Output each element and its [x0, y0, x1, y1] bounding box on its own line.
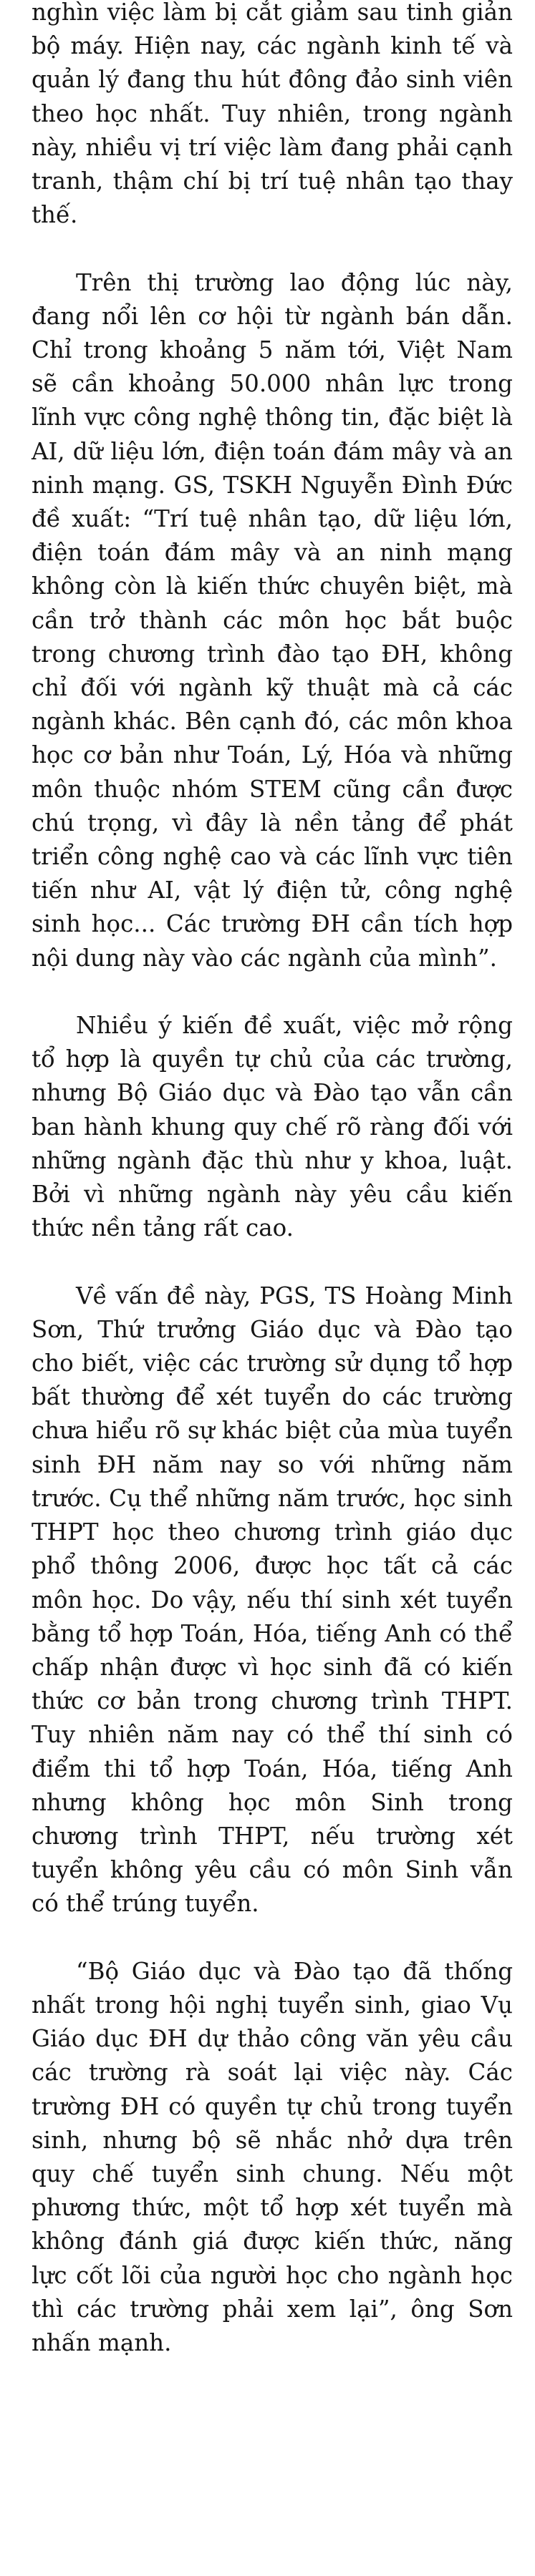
- paragraph-semiconductor-opportunity: Trên thị trường lao động lúc này, đang nổi lên cơ hội từ ngành bán dẫn. Chỉ trong khoảng 5 năm tới, Việt Nam sẽ cần khoảng 50.000 nhân lực trong lĩnh vực công nghệ thông tin, đặc biệt là AI, dữ liệu lớn, điện toán đám mây và an ninh mạng. GS, TSKH Nguyễn Đình Đức đề xuất: “Trí tuệ nhân tạo, dữ liệu lớn, điện toán đám mây và an ninh mạng không còn là kiến thức chuyên biệt, mà cần trở thành các môn học bắt buộc trong chương trình đào tạo ĐH, không chỉ đối với ngành kỹ thuật mà cả các ngành khác. Bên cạnh đó, các môn khoa học cơ bản như Toán, Lý, Hóa và những môn thuộc nhóm STEM cũng cần được chú trọng, vì đây là nền tảng để phát triển công nghệ cao và các lĩnh vực tiên tiến như AI, vật lý điện tử, công nghệ sinh học... Các trường ĐH cần tích hợp nội dung này vào các ngành của mình”.: [32, 268, 513, 972]
- paragraph-intro-continuation: nghìn việc làm bị cắt giảm sau tinh giản bộ máy. Hiện nay, các ngành kinh tế và quản lý đang thu hút đông đảo sinh viên theo học nhất. Tuy nhiên, trong ngành này, nhiều vị trí việc làm đang phải cạnh tranh, thậm chí bị trí tuệ nhân tạo thay thế.: [32, 0, 513, 229]
- paragraph-deputy-minister-explanation: Về vấn đề này, PGS, TS Hoàng Minh Sơn, Thứ trưởng Giáo dục và Đào tạo cho biết, việc các trường sử dụng tổ hợp bất thường để xét tuyển do các trường chưa hiểu rõ sự khác biệt của mùa tuyển sinh ĐH năm nay so với những năm trước. Cụ thể những năm trước, học sinh THPT học theo chương trình giáo dục phổ thông 2006, được học tất cả các môn học. Do vậy, nếu thí sinh xét tuyển bằng tổ hợp Toán, Hóa, tiếng Anh có thể chấp nhận được vì học sinh đã có kiến thức cơ bản trong chương trình THPT. Tuy nhiên năm nay có thể thí sinh có điểm thi tổ hợp Toán, Hóa, tiếng Anh nhưng không học môn Sinh trong chương trình THPT, nếu trường xét tuyển không yêu cầu có môn Sinh vẫn có thể trúng tuyển.: [32, 1282, 513, 1918]
- paragraph-admission-framework: Nhiều ý kiến đề xuất, việc mở rộng tổ hợp là quyền tự chủ của các trường, nhưng Bộ Giáo dục và Đào tạo vẫn cần ban hành khung quy chế rõ ràng đối với những ngành đặc thù như y khoa, luật. Bởi vì những ngành này yêu cầu kiến thức nền tảng rất cao.: [32, 1012, 513, 1242]
- paragraph-ministry-quote: “Bộ Giáo dục và Đào tạo đã thống nhất trong hội nghị tuyển sinh, giao Vụ Giáo dục ĐH dự thảo công văn yêu cầu các trường rà soát lại việc này. Các trường ĐH có quyền tự chủ trong tuyển sinh, nhưng bộ sẽ nhắc nhở dựa trên quy chế tuyển sinh chung. Nếu một phương thức, một tổ hợp xét tuyển mà không đánh giá được kiến thức, năng lực cốt lõi của người học cho ngành học thì các trường phải xem lại”, ông Sơn nhấn mạnh.: [32, 1957, 513, 2356]
- article-body: [32, 0, 513, 2394]
